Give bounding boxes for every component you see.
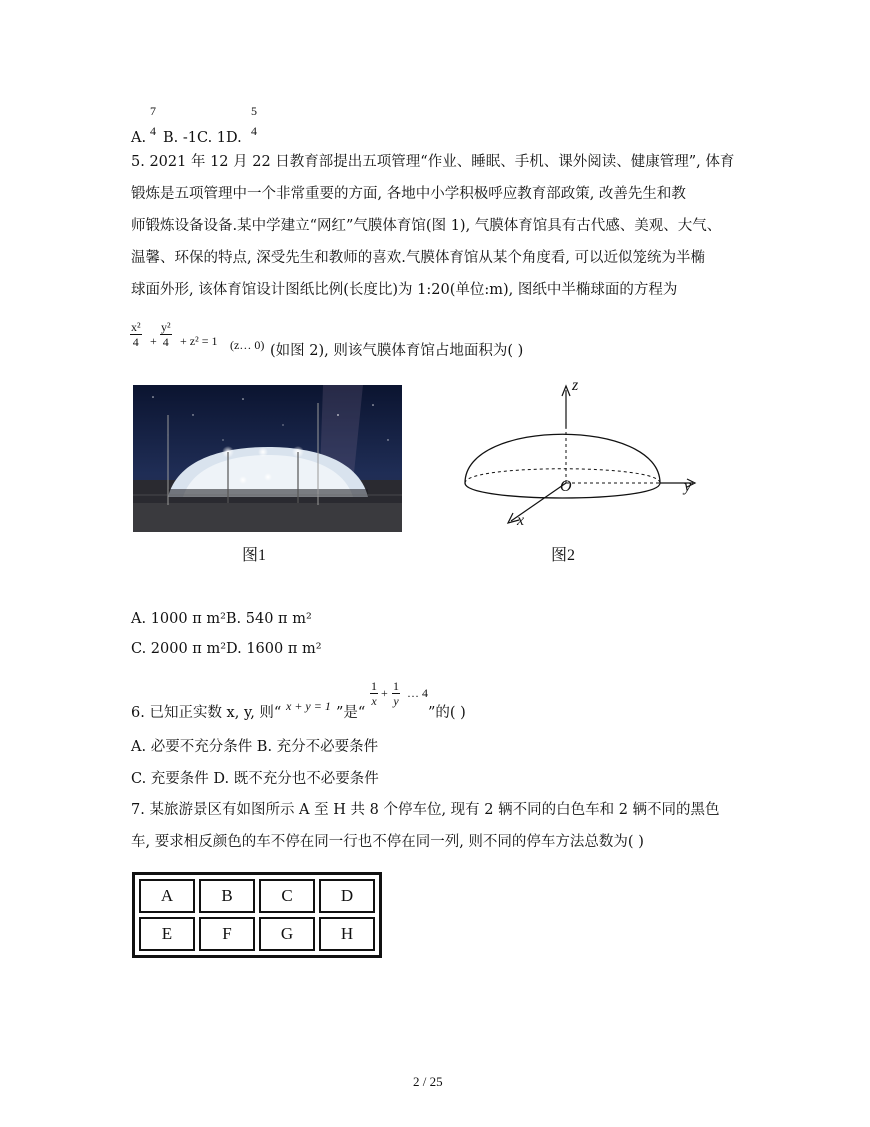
origin-label: O <box>560 478 572 495</box>
figure-2-caption: 图2 <box>551 547 576 564</box>
q6-options-cd: C. 充要条件 D. 既不充分也不必要条件 <box>131 771 379 787</box>
axis-x-label: x <box>517 512 525 529</box>
q4-option-a-fraction: 7 4 <box>150 104 156 138</box>
q6-fraction-1-x: $\frac{1}{x}$ <box>371 679 377 708</box>
q7-line-1: 7. 某旅游景区有如图所示 A 至 H 共 8 个停车位, 现有 2 辆不同的白色车和 2 辆不同的黑色 <box>131 802 720 818</box>
parking-spot-e: E <box>139 917 195 951</box>
parking-row-1 <box>139 879 375 913</box>
axis-y-label: y <box>684 478 692 495</box>
q5-eq-plus: + <box>150 334 157 348</box>
q6-mid: ”是“ <box>336 705 366 721</box>
q6-options-ab: A. 必要不充分条件 B. 充分不必要条件 <box>131 739 379 755</box>
q6-prefix: 6. 已知正实数 x, y, 则“ <box>131 705 282 721</box>
q5-line-1: 5. 2021 年 12 月 22 日教育部提出五项管理“作业、睡眠、手机、课外阅读、健康管理”, 体育 <box>131 154 735 170</box>
parking-row-2 <box>139 917 375 951</box>
q5-eq-condition: (z… 0) <box>230 338 265 352</box>
q6-plus: + <box>381 686 388 700</box>
q7-line-2: 车, 要求相反颜色的车不停在同一行也不停在同一列, 则不同的停车方法总数为( ) <box>131 834 644 850</box>
q5-line-5: 球面外形, 该体育馆设计图纸比例(长度比)为 1:20(单位:m), 图纸中半椭球面的方程为 <box>131 282 678 298</box>
q5-eq-x-fraction: $\frac{\text{x²}}{4}$ <box>131 320 141 349</box>
parking-spot-a: A <box>139 879 195 913</box>
q5-options-cd: C. 2000 π m²D. 1600 π m² <box>131 641 322 657</box>
parking-spot-b: B <box>199 879 255 913</box>
page-number: 2 / 25 <box>413 1074 443 1089</box>
q4-option-a-label: A. <box>131 130 147 146</box>
q4-option-d-fraction: 5 4 <box>251 104 257 138</box>
q6-suffix: ”的( ) <box>428 705 466 721</box>
parking-spot-f: F <box>199 917 255 951</box>
gym-photo <box>133 385 402 532</box>
parking-spot-g: G <box>259 917 315 951</box>
q5-options-ab: A. 1000 π m²B. 540 π m² <box>131 611 312 627</box>
q5-eq-rest: + z² = 1 <box>180 334 218 348</box>
q6-inequality: … 4 <box>407 686 428 700</box>
q6-fraction-2-y: $\frac{1}{y}$ <box>393 679 399 708</box>
q4-options-bc: B. -1C. 1D. <box>163 130 242 146</box>
parking-spot-h: H <box>319 917 375 951</box>
parking-spot-d: D <box>319 879 375 913</box>
q5-line-3: 师锻炼设备设备.某中学建立“网红”气膜体育馆(图 1), 气膜体育馆具有古代感、美观、大气、 <box>131 218 722 234</box>
q5-eq-y-fraction: $\frac{\text{y²}}{4}$ <box>161 320 171 349</box>
q6-condition-1: x + y = 1 <box>286 699 331 713</box>
q5-line-6: (如图 2), 则该气膜体育馆占地面积为( ) <box>270 343 524 359</box>
parking-grid <box>132 872 382 958</box>
q5-line-2: 锻炼是五项管理中一个非常重要的方面, 各地中小学积极呼应教育部政策, 改善先生和教 <box>131 186 686 202</box>
figure-1-caption: 图1 <box>242 547 267 564</box>
half-ellipsoid-diagram <box>455 378 705 533</box>
parking-spot-c: C <box>259 879 315 913</box>
q5-line-4: 温馨、环保的特点, 深受先生和教师的喜欢.气膜体育馆从某个角度看, 可以近似笼统为半椭 <box>131 250 706 266</box>
axis-z-label: z <box>572 377 579 394</box>
